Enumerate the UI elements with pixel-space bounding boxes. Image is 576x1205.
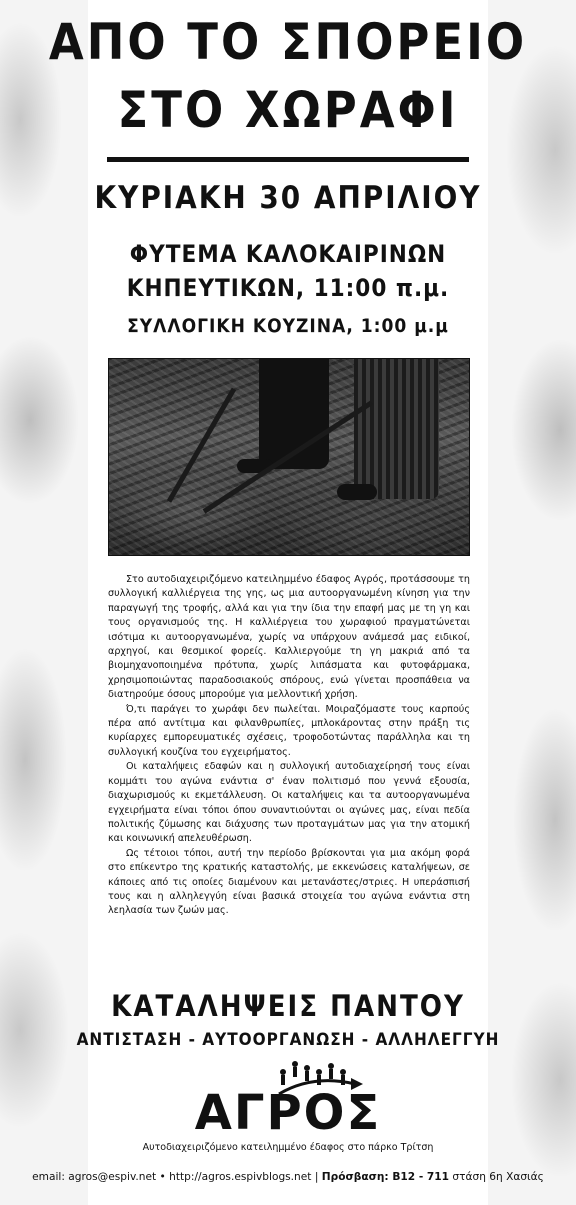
worker-boot-right — [337, 484, 377, 500]
slogan-resistance: ΑΝΤΙΣΤΑΣΗ - ΑΥΤΟΟΡΓΑΝΩΣΗ - ΑΛΛΗΛΕΓΓΥΗ — [76, 1030, 500, 1050]
footer-divider: | — [314, 1171, 319, 1183]
body-paragraph-4: Ως τέτοιοι τόποι, αυτή την περίοδο βρίσκονται για μια ακόμη φορά στο επίκεντρο της κρατικής καταστολής, με εκκενώσεις καταλήψεων, σε κάποιες από τις οποίες διαμένουν και μετανάστες/στριες. Η υπεράσπισή τους και η αλληλεγγύη είναι βασικά στοιχεία του αγώνα ενάντια στη λεηλασία των ζωών μας. — [108, 847, 470, 917]
footer-email[interactable]: email: agros@espiv.net — [32, 1171, 157, 1183]
hoe-handle-2 — [167, 388, 236, 503]
title-line-1: ΑΠΟ ΤΟ ΣΠΟΡΕΙΟ — [48, 13, 528, 71]
event-planting-line-1: ΦΥΤΕΜΑ ΚΑΛΟΚΑΙΡΙΝΩΝ — [129, 240, 447, 268]
footer-separator: • — [159, 1171, 166, 1183]
body-text — [108, 573, 470, 919]
title-line-2: ΣΤΟ ΧΩΡΑΦΙ — [117, 81, 459, 139]
footer-website-link[interactable]: http://agros.espivblogs.net — [169, 1171, 312, 1183]
body-paragraph-2: Ό,τι παράγει το χωράφι δεν πωλείται. Μοιραζόμαστε τους καρπούς πέρα από αντίτιμα και φιλανθρωπίες, μπλοκάροντας στην πράξη τις κυρίαρχες εμπορευματικές σχέσεις, τροφοδοτώντας παράλληλα και τη συλλογική κουζίνα του εγχειρήματος. — [108, 703, 470, 758]
slogan-occupations: ΚΑΤΑΛΗΨΕΙΣ ΠΑΝΤΟΥ — [111, 989, 465, 1023]
agros-logo — [183, 1058, 393, 1140]
footer-access-stop: στάση 6η Χασιάς — [452, 1171, 544, 1183]
footer-access-label: Πρόσβαση: Β12 - 711 — [321, 1171, 450, 1183]
event-collective-kitchen: ΣΥΛΛΟΓΙΚΗ ΚΟΥΖΙΝΑ, 1:00 μ.μ — [127, 315, 449, 337]
farm-workers-hoeing-photo — [108, 358, 470, 556]
logo-wordmark: ΑΓΡΟΣ — [194, 1085, 382, 1141]
title-divider — [107, 157, 469, 162]
worker-silhouette-right — [354, 359, 439, 499]
event-date: ΚΥΡΙΑΚΗ 30 ΑΠΡΙΛΙΟΥ — [94, 180, 482, 216]
body-paragraph-3: Οι καταλήψεις εδαφών και η συλλογική αυτοδιαχείρησή τους είναι κομμάτι του αγώνα ενάντια σ' έναν πολιτισμό που γεννά εξουσία, διαχωρισμούς κι εκμετάλλευση. Οι καταλήψεις και τα αυτοοργανωμένα εγχειρήματα είναι τόποι όπου συναντιούνται οι αγώνες μας, είναι πεδία πολιτικής ζύμωσης και διάχυσης των προταγμάτων μας για την ατομική και κοινωνική απελευθέρωση. — [108, 761, 470, 845]
event-planting-line-2: ΚΗΠΕΥΤΙΚΩΝ, 11:00 π.μ. — [126, 274, 450, 302]
logo-subtitle: Αυτοδιαχειριζόμενο κατειλημμένο έδαφος στο πάρκο Τρίτση — [142, 1142, 434, 1153]
footer — [0, 1169, 576, 1185]
body-paragraph-1: Στο αυτοδιαχειριζόμενο κατειλημμένο έδαφος Αγρός, προτάσσουμε τη συλλογική καλλιέργεια της γης, ως μια αυτοοργανωμένη κίνηση για την παραγωγή της τροφής, αλλά και για την ίδια την επαφή μας με τη γη και τους οργανισμούς της. Η καλλιέργεια του χωραφιού πραγματώνεται ισότιμα κι αυτοοργανωμένα, χωρίς να υπάρχουν ανάμεσά μας ειδικοί, αρχηγοί, και θεσμικοί φορείς. Καλλιεργούμε τη γη μακριά από τα βιομηχανοποιημένα πρότυπα, χωρίς λιπάσματα και φυτοφάρμακα, χρησιμοποιώντας παραδοσιακούς σπόρους, ενώ γίνεται προσπάθεια να διατηρούμε όσους μπορούμε για μελλοντική χρήση. — [108, 574, 470, 701]
